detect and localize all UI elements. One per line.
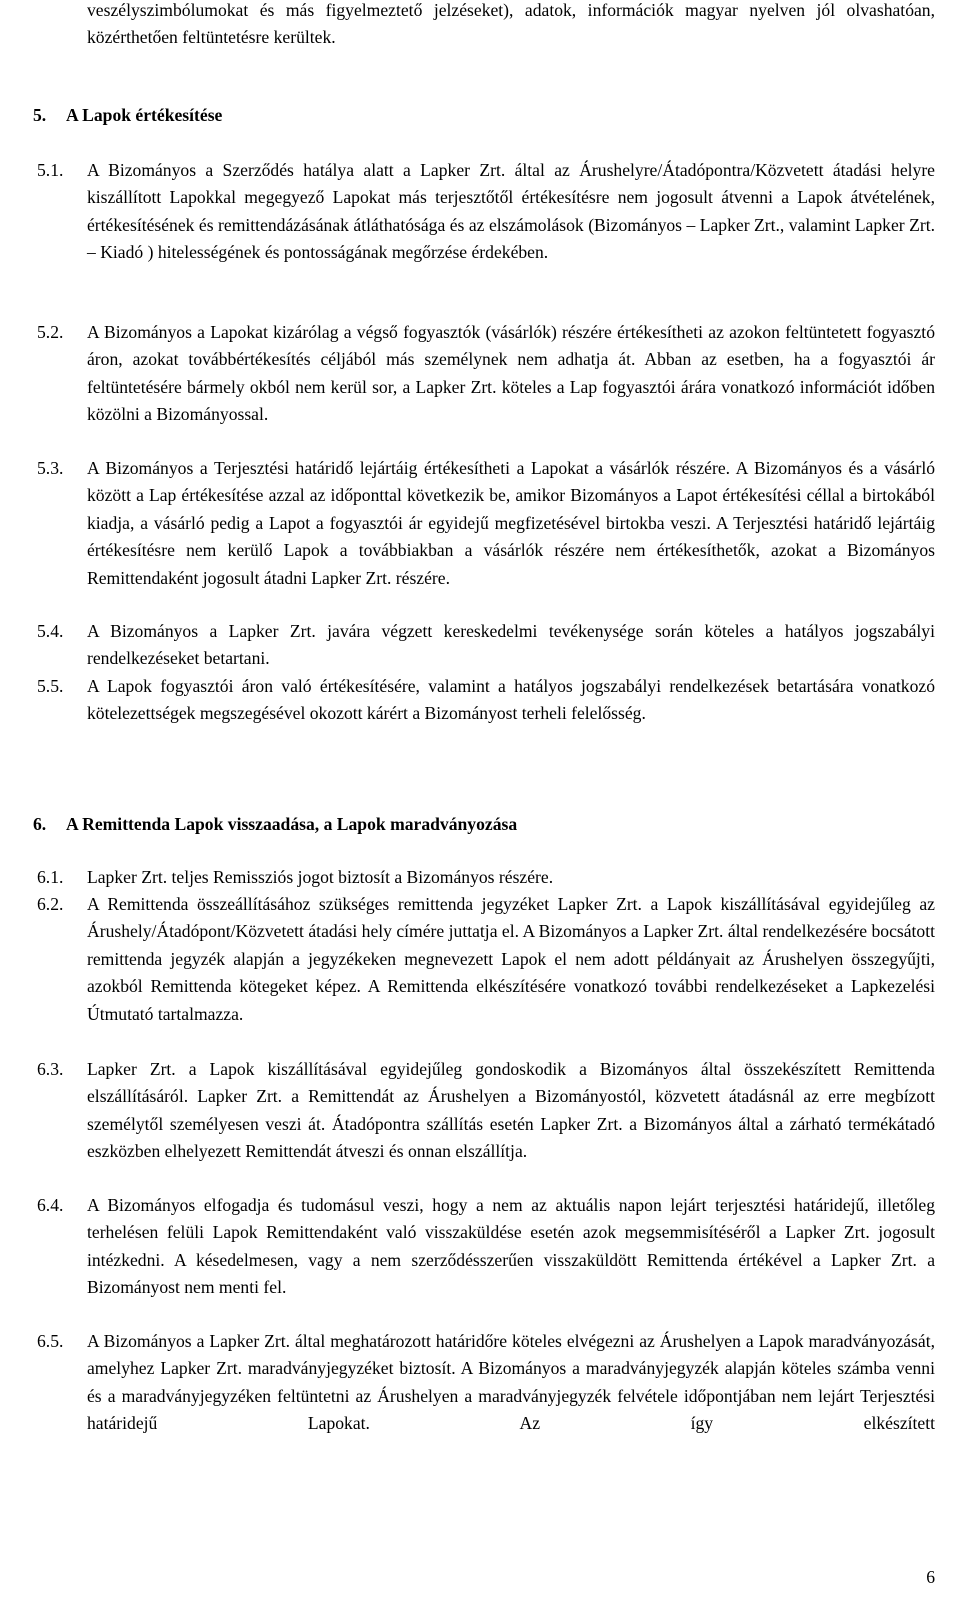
- clause-number: 5.1.: [37, 160, 64, 180]
- clause-6-4: [37, 1192, 935, 1302]
- clause-number: 6.4.: [37, 1195, 64, 1215]
- section-title: A Lapok értékesítése: [66, 105, 223, 125]
- page-number: 6: [926, 1567, 935, 1587]
- clause-text: Lapker Zrt. a Lapok kiszállításával egyidejűleg gondoskodik a Bizományos által összekészített Remittenda elszállításáról. Lapker Zrt. a Remittendát az Árushelyen a Bizományostól, közvetett átadásnál az erre megbízott személytől személyesen veszi át. Átadópontra szállítás esetén Lapker Zrt. a Bizományos által a zárható termékátadó eszközben elhelyezett Remittendát átveszi és onnan elszállítja.: [87, 1059, 935, 1162]
- section-title: A Remittenda Lapok visszaadása, a Lapok maradványozása: [66, 814, 518, 834]
- section-number: 6.: [33, 814, 47, 834]
- clause-5-3: [37, 455, 935, 592]
- clause-5-4: [37, 618, 935, 673]
- clause-number: 6.5.: [37, 1331, 64, 1351]
- clause-text: A Remittenda összeállításához szükséges remittenda jegyzéket Lapker Zrt. a Lapok kiszállításával egyidejűleg az Árushely/Átadópont/Közvetett átadási hely címére juttatja el. A Bizományos a Lapker Zrt. által rendelkezésére bocsátott remittenda jegyzék alapján a jegyzékeken megnevezett Lapok el nem adott példányait az Árushelyen összegyűjti, azokból Remittenda kötegeket képez. A Remittenda elkészítésére vonatkozó további rendelkezéseket a Lapkezelési Útmutató tartalmazza.: [87, 894, 935, 1024]
- intro-paragraph: veszélyszimbólumokat és más figyelmeztető jelzéseket), adatok, információk magyar nyelven jól olvashatóan, közérthetően feltüntetésre kerültek.: [87, 0, 935, 48]
- clause-number: 5.2.: [37, 322, 64, 342]
- clause-6-3: [37, 1056, 935, 1166]
- clause-6-2: [37, 891, 935, 1028]
- clause-text: A Bizományos elfogadja és tudomásul veszi, hogy a nem az aktuális napon lejárt terjesztési határidejű, illetőleg terhelésen felüli Lapok Remittendaként való visszaküldése esetén azok megsemmisítéséről a Lapker Zrt. jogosult intézkedni. A késedelmesen, vagy a nem szerződésszerűen visszaküldött Remittenda értékével a Lapker Zrt. a Bizományost nem menti fel.: [87, 1195, 935, 1298]
- section-number: 5.: [33, 105, 47, 125]
- clause-number: 6.1.: [37, 867, 64, 887]
- section-heading-5: [33, 102, 222, 129]
- section-heading-6: [33, 811, 517, 838]
- clause-text: A Bizományos a Lapker Zrt. javára végzett kereskedelmi tevékenysége során köteles a hatályos jogszabályi rendelkezéseket betartani.: [87, 621, 935, 669]
- clause-6-1: [37, 864, 935, 891]
- clause-number: 5.4.: [37, 621, 64, 641]
- clause-text: A Bizományos a Lapokat kizárólag a végső fogyasztók (vásárlók) részére értékesítheti az azokon feltüntetett fogyasztó áron, azokat továbbértékesítés céljából más személynek nem adhatja át. Abban az esetben, ha a fogyasztói ár feltüntetésére bármely okból nem kerül sor, a Lapker Zrt. köteles a Lap fogyasztói árára vonatkozó információt időben közölni a Bizományossal.: [87, 322, 935, 425]
- clause-number: 5.3.: [37, 458, 64, 478]
- clause-text: A Bizományos a Terjesztési határidő lejártáig értékesítheti a Lapokat a vásárlók részére. A Bizományos és a vásárló között a Lap értékesítése azzal az időponttal következik be, amikor Bizományos a Lapot értékesítési céllal a birtokából kiadja, a vásárló pedig a Lapot a fogyasztói ár egyidejű megfizetésével birtokba veszi. A Terjesztési határidő lejártáig értékesítésre nem kerülő Lapok a továbbiakban a vásárlók részére nem értékesíthetők, azokat a Bizományos Remittendaként jogosult átadni Lapker Zrt. részére.: [87, 458, 935, 588]
- clause-text: Lapker Zrt. teljes Remissziós jogot biztosít a Bizományos részére.: [87, 867, 554, 887]
- clause-text: A Bizományos a Szerződés hatálya alatt a Lapker Zrt. által az Árushelyre/Átadópontra/Közvetett átadási helyre kiszállított Lapokkal megegyező Lapokat más terjesztőtől értékesítésre nem jogosult átvenni a Lapok átvételének, értékesítésének és remittendázásának átláthatósága és az elszámolások (Bizományos – Lapker Zrt., valamint Lapker Zrt. – Kiadó ) hitelességének és pontosságának megőrzése érdekében.: [87, 160, 935, 263]
- clause-5-2: [37, 319, 935, 429]
- clause-6-5: [37, 1328, 935, 1438]
- clause-number: 6.2.: [37, 894, 64, 914]
- clause-text: A Lapok fogyasztói áron való értékesítésére, valamint a hatályos jogszabályi rendelkezések betartására vonatkozó kötelezettségek megszegésével okozott kárért a Bizományost terheli felelősség.: [87, 676, 935, 724]
- clause-5-5: [37, 673, 935, 728]
- clause-number: 5.5.: [37, 676, 64, 696]
- clause-number: 6.3.: [37, 1059, 64, 1079]
- clause-5-1: [37, 157, 935, 267]
- clause-text: A Bizományos a Lapker Zrt. által meghatározott határidőre köteles elvégezni az Árushelyen a Lapok maradványozását, amelyhez Lapker Zrt. maradványjegyzéket biztosít. A Bizományos a maradványjegyzék alapján köteles számba venni és a maradványjegyzéken feltüntetni az Árushelyen a maradványjegyzék felvétele időpontjában nem lejárt Terjesztési határidejű Lapokat. Az így elkészített: [87, 1331, 935, 1434]
